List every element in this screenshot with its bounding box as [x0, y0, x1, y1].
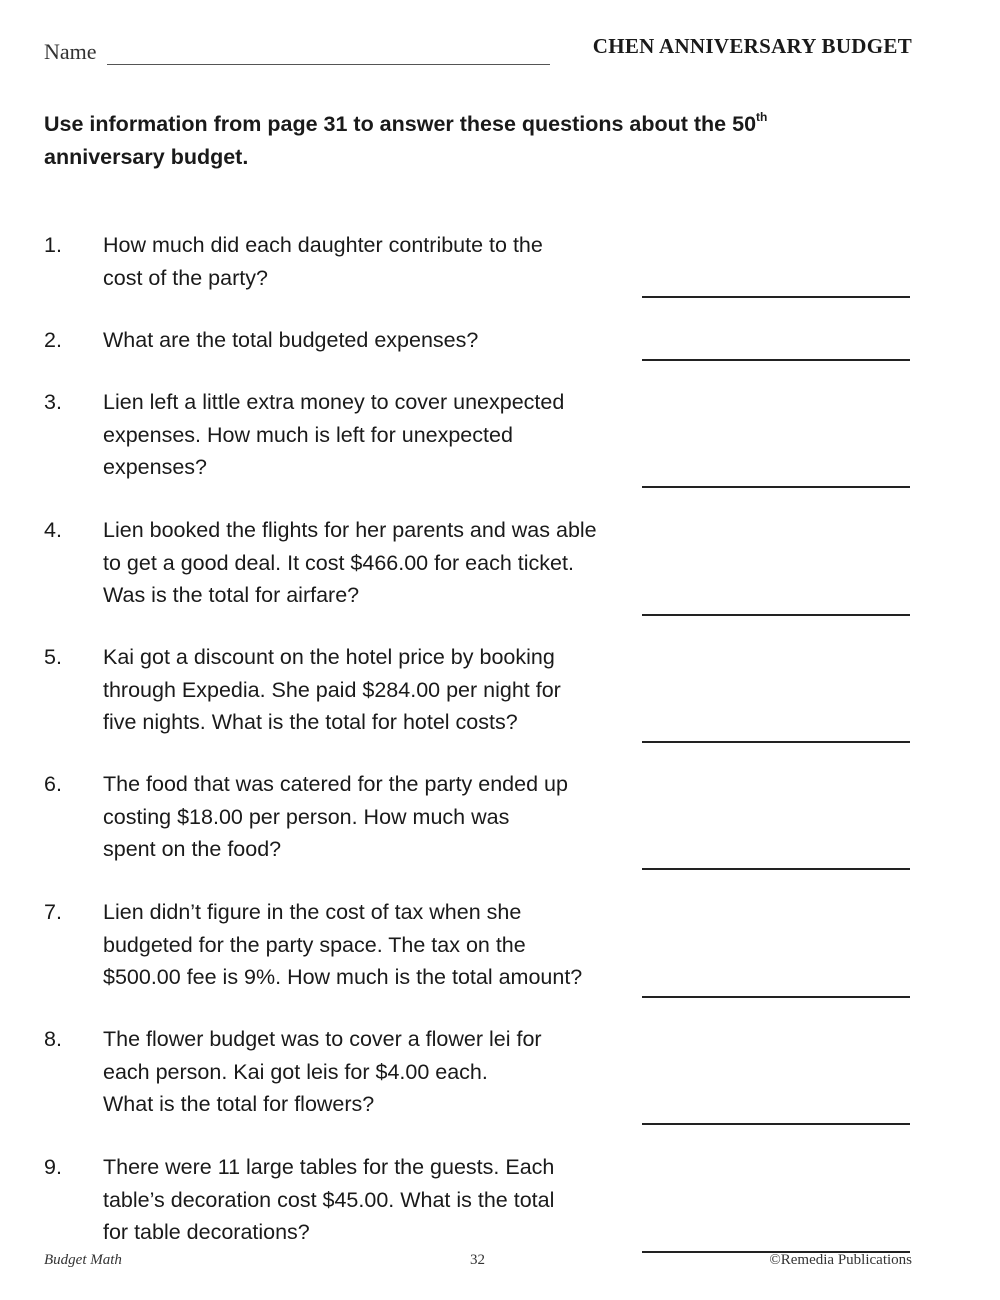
name-label: Name	[44, 39, 97, 64]
question-text-line: How much did each daughter contribute to the	[103, 233, 543, 257]
question-text	[103, 514, 638, 612]
question-item	[44, 514, 910, 612]
question-number: 5.	[44, 645, 62, 669]
question-item	[44, 1151, 910, 1249]
question-text	[103, 1023, 638, 1121]
question-item	[44, 324, 910, 357]
answer-blank-line[interactable]	[642, 296, 910, 298]
question-text-line: Kai got a discount on the hotel price by booking	[103, 645, 555, 669]
question-text-line: What is the total for flowers?	[103, 1092, 375, 1116]
answer-blank-line[interactable]	[642, 359, 910, 361]
question-number: 9.	[44, 1155, 62, 1179]
question-number: 4.	[44, 518, 62, 542]
question-text-line: table’s decoration cost $45.00. What is the total	[103, 1187, 555, 1212]
instructions-line-1	[44, 108, 864, 141]
question-text-line: The food that was catered for the party ended up	[103, 772, 568, 796]
question-number: 7.	[44, 900, 62, 924]
question-text	[103, 641, 638, 739]
question-text-line: Lien didn’t figure in the cost of tax when she	[103, 900, 522, 924]
page-title: CHEN ANNIVERSARY BUDGET	[592, 34, 912, 58]
question-text-line: Lien left a little extra money to cover unexpected	[103, 390, 565, 414]
question-number: 1.	[44, 233, 62, 257]
question-text-line: What are the total budgeted expenses?	[103, 328, 479, 352]
question-item	[44, 229, 910, 294]
question-number: 6.	[44, 772, 62, 796]
question-text	[103, 896, 638, 994]
question-text-line: budgeted for the party space. The tax on the	[103, 932, 526, 957]
question-item	[44, 641, 910, 739]
question-text-line: The flower budget was to cover a flower lei for	[103, 1027, 542, 1051]
footer-publisher: ©Remedia Publications	[769, 1252, 912, 1268]
answer-blank-line[interactable]	[642, 614, 910, 616]
footer-book-title: Budget Math	[44, 1252, 122, 1268]
name-field-row	[44, 38, 550, 65]
question-item	[44, 896, 910, 994]
question-text	[103, 324, 638, 357]
question-text	[103, 768, 638, 866]
instructions-line-2: anniversary budget.	[44, 145, 249, 169]
question-number: 3.	[44, 390, 62, 414]
name-blank-line[interactable]	[107, 38, 550, 65]
answer-blank-line[interactable]	[642, 1123, 910, 1125]
answer-blank-line[interactable]	[642, 868, 910, 870]
question-text-line: $500.00 fee is 9%. How much is the total amount?	[103, 965, 583, 989]
question-text-line: five nights. What is the total for hotel costs?	[103, 710, 518, 734]
question-text-line: cost of the party?	[103, 265, 268, 290]
question-text	[103, 1151, 638, 1249]
question-text	[103, 229, 638, 294]
answer-blank-line[interactable]	[642, 486, 910, 488]
footer-page-number: 32	[470, 1252, 485, 1268]
question-text-line: expenses?	[103, 455, 207, 479]
answer-blank-line[interactable]	[642, 996, 910, 998]
question-text-line: expenses. How much is left for unexpected	[103, 422, 513, 447]
question-text-line: Lien booked the flights for her parents and was able	[103, 518, 597, 542]
question-text-line: costing $18.00 per person. How much was	[103, 804, 510, 829]
question-text-line: through Expedia. She paid $284.00 per night for	[103, 677, 561, 702]
instructions	[44, 108, 864, 174]
instructions-text: Use information from page 31 to answer these questions about the 50	[44, 112, 757, 136]
question-item	[44, 768, 910, 866]
question-text-line: Was is the total for airfare?	[103, 583, 360, 607]
question-text-line: spent on the food?	[103, 837, 282, 861]
answer-blank-line[interactable]	[642, 741, 910, 743]
question-text	[103, 386, 638, 484]
question-text-line: each person. Kai got leis for $4.00 each.	[103, 1059, 488, 1084]
ordinal-superscript: th	[756, 110, 768, 124]
question-number: 2.	[44, 328, 62, 352]
question-text-line: to get a good deal. It cost $466.00 for each ticket.	[103, 550, 574, 575]
question-text-line: There were 11 large tables for the guests. Each	[103, 1155, 555, 1179]
question-number: 8.	[44, 1027, 62, 1051]
question-item	[44, 1023, 910, 1121]
question-item	[44, 386, 910, 484]
question-text-line: for table decorations?	[103, 1220, 310, 1244]
